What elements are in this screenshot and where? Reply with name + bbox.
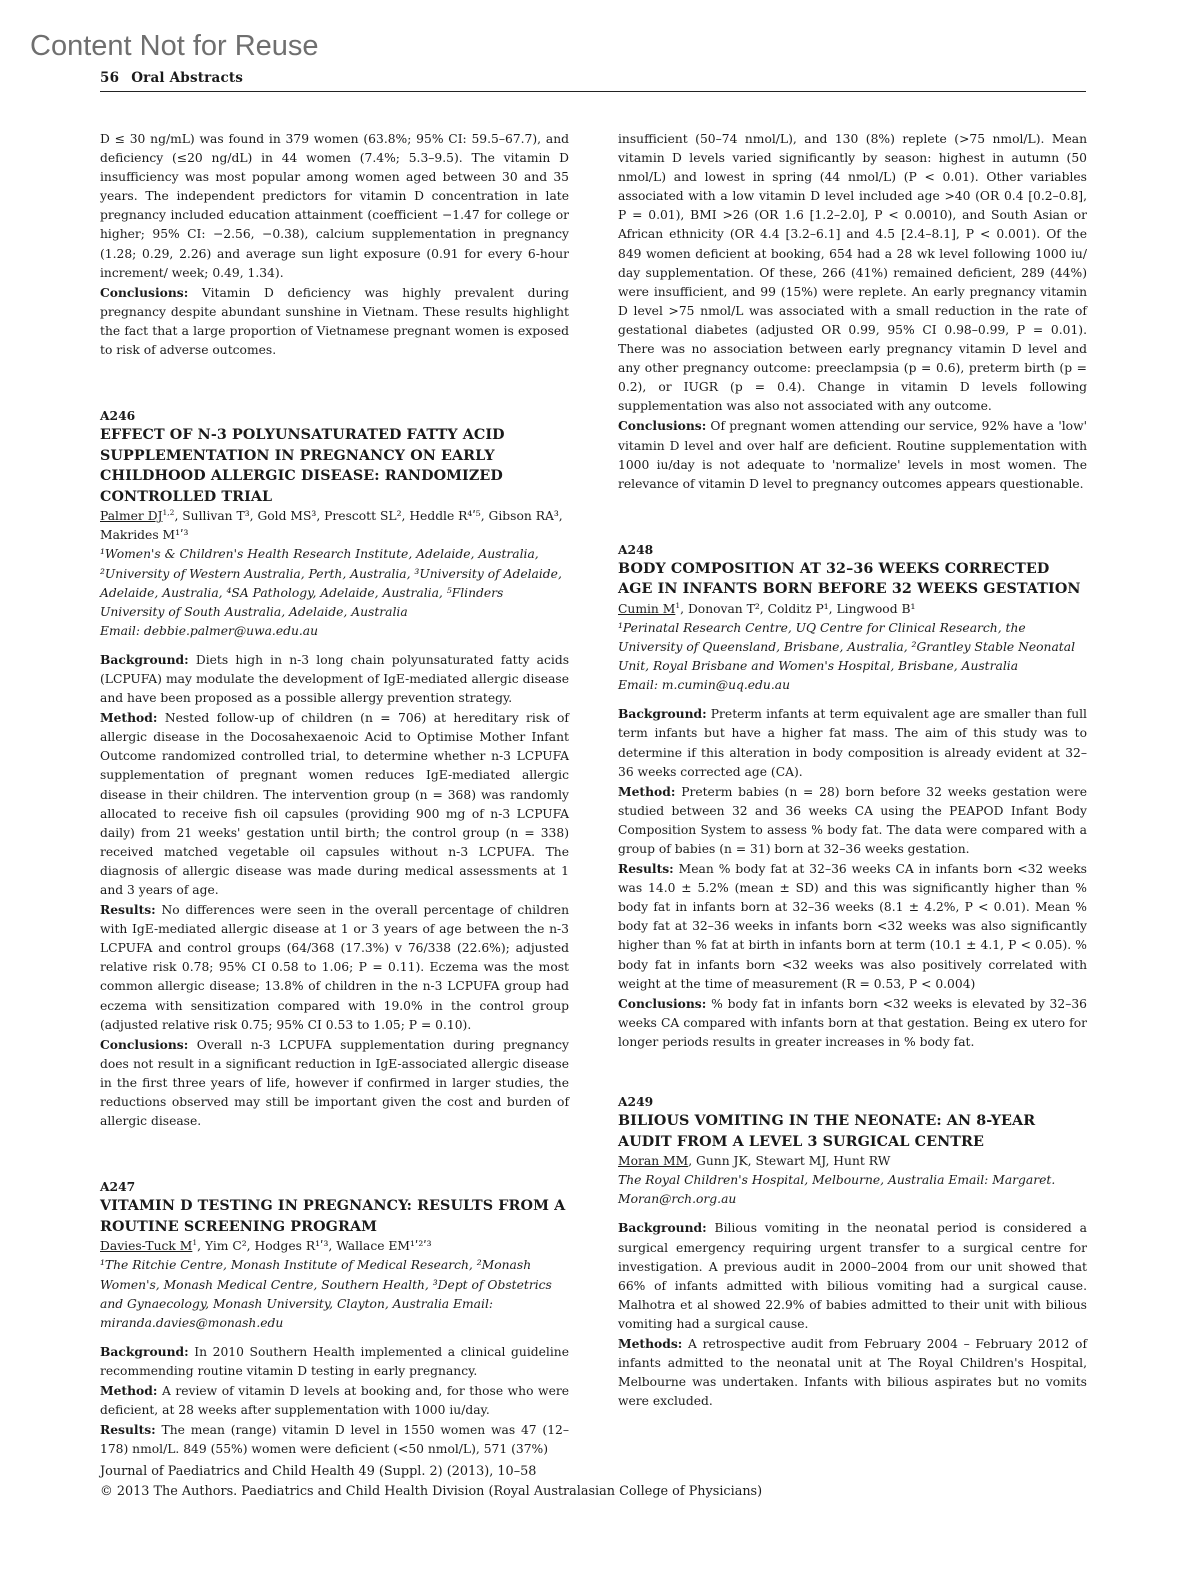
running-header bbox=[100, 70, 1086, 86]
continuation-conclusions bbox=[618, 416, 1087, 493]
background-text: Diets high in n-3 long chain polyunsaturated fatty acids (LCPUFA) may modulate the development of IgE-mediated allergic disease and have been proposed as a possible allergy prevention strategy. bbox=[100, 652, 569, 706]
background-paragraph bbox=[618, 704, 1087, 781]
presenting-author: Palmer DJ bbox=[100, 509, 163, 524]
results-paragraph bbox=[100, 900, 569, 1035]
author-list bbox=[100, 1237, 569, 1256]
method-label: Method: bbox=[618, 783, 676, 799]
results-text: The mean (range) vitamin D level in 1550 women was 47 (12–178) nmol/L. 849 (55%) women were deficient (<50 nmol/L), 571 (37%) bbox=[100, 1423, 569, 1457]
author-list bbox=[618, 600, 1087, 619]
methods-label: Methods: bbox=[618, 1335, 683, 1351]
affiliations: ¹The Ritchie Centre, Monash Institute of Medical Research, ²Monash Women's, Monash Medical Centre, Southern Health, ³Dept of Obstetrics and Gynaecology, Monash University, Clayton, Australia Email: miranda.davies@monash.edu bbox=[100, 1258, 552, 1330]
methods-text: A retrospective audit from February 2004 – February 2012 of infants admitted to the neonatal unit at The Royal Children's Hospital, Melbourne was undertaken. Infants with bilious aspirates but no vomits were excluded. bbox=[618, 1336, 1087, 1409]
continuation-paragraph: insufficient (50–74 nmol/L), and 130 (8%) replete (>75 nmol/L). Mean vitamin D levels varied significantly by season: highest in autumn (50 nmol/L) and lowest in spring (44 nmol/L) (P < 0.01). Other variables associated with a low vitamin D level included age >40 (OR 0.4 [0.2–0.8], P = 0.01), BMI >26 (OR 1.6 [1.2–2.0], P < 0.0010), and South Asian or African ethnicity (OR 4.4 [3.2–6.1] and 4.5 [2.4–8.1], P < 0.001). Of the 849 women deficient at booking, 654 had a 28 wk level following 1000 iu/ day supplementation. Of these, 266 (41%) remained deficient, 289 (44%) were insufficient, and 99 (15%) were replete. An early pregnancy vitamin D level >75 nmol/L was associated with a small reduction in the rate of gestational diabetes (adjusted OR 0.99, 95% CI 0.98–0.99, P = 0.01). There was no association between early pregnancy vitamin D level and any other pregnancy outcome: preeclampsia (p = 0.6), preterm birth (p = 0.2), or IUGR (p = 0.4). Change in vitamin D levels following supplementation was also not associated with any outcome. bbox=[618, 132, 1087, 414]
conclusions-label: Conclusions: bbox=[100, 1036, 189, 1052]
contact-email: Email: debbie.palmer@uwa.edu.au bbox=[100, 623, 319, 638]
conclusions-label: Conclusions: bbox=[618, 418, 707, 434]
method-label: Method: bbox=[100, 710, 158, 726]
other-authors: , Donovan T², Colditz P¹, Lingwood B¹ bbox=[680, 601, 916, 616]
background-paragraph bbox=[618, 1218, 1087, 1334]
journal-citation: Journal of Paediatrics and Child Health 49 (Suppl. 2) (2013), 10–58 bbox=[100, 1464, 537, 1479]
other-authors: , Sullivan T³, Gold MS³, Prescott SL², Heddle R⁴ʹ⁵, Gibson RA³, Makrides M¹ʹ³ bbox=[100, 509, 563, 543]
abstract-a246 bbox=[100, 406, 569, 1131]
abstract-id: A246 bbox=[100, 408, 136, 424]
conclusions-text: Overall n-3 LCPUFA supplementation during pregnancy does not result in a significant reduction in IgE-associated allergic disease in the first three years of life, however if confirmed in larger studies, the reductions observed may still be important given the cost and burden of allergic disease. bbox=[100, 1037, 569, 1129]
copyright-line: © 2013 The Authors. Paediatrics and Child Health Division (Royal Australasian College of Physicians) bbox=[100, 1484, 763, 1499]
other-authors: , Gunn JK, Stewart MJ, Hunt RW bbox=[688, 1154, 891, 1169]
method-paragraph bbox=[100, 1381, 569, 1420]
affiliations: ¹Women's & Children's Health Research Institute, Adelaide, Australia, ²University of Western Australia, Perth, Australia, ³University of Adelaide, Adelaide, Australia, ⁴SA Pathology, Adelaide, Australia, ⁵Flinders University of South Australia, Adelaide, Australia bbox=[100, 547, 562, 619]
abstract-a247 bbox=[100, 1177, 569, 1459]
continuation-paragraph: D ≤ 30 ng/mL) was found in 379 women (63.8%; 95% CI: 59.5–67.7), and deficiency (≤20 ng/dL) in 44 women (7.4%; 5.3–9.5). The vitamin D insufficiency was most popular among women aged between 30 and 35 years. The independent predictors for vitamin D concentration in late pregnancy included education attainment (coefficient −1.47 for college or higher; 95% CI: −2.56, −0.38), calcium supplementation in pregnancy (1.28; 0.29, 2.26) and average sun light exposure (0.91 for every 6-hour increment/ week; 0.49, 1.34). bbox=[100, 132, 569, 280]
conclusions-text: Of pregnant women attending our service, 92% have a 'low' vitamin D level and over half are deficient. Routine supplementation with 1000 iu/day is not adequate to 'normalize' levels in most women. The relevance of vitamin D level to pregnancy outcomes appears questionable. bbox=[618, 419, 1087, 491]
abstract-id: A247 bbox=[100, 1179, 136, 1195]
background-label: Background: bbox=[100, 1343, 189, 1359]
results-paragraph bbox=[618, 859, 1087, 994]
presenting-author: Moran MM bbox=[618, 1154, 689, 1169]
conclusions-label: Conclusions: bbox=[618, 995, 707, 1011]
author-list bbox=[100, 507, 569, 545]
background-label: Background: bbox=[618, 706, 707, 722]
method-text: Nested follow-up of children (n = 706) at hereditary risk of allergic disease in the Docosahexaenoic Acid to Optimise Mother Infant Outcome randomized controlled trial, to determine whether n-3 LCPUFA supplementation of pregnant women reduces IgE-mediated allergic disease in their children. The intervention group (n = 368) was randomly allocated to receive fish oil capsules (providing 900 mg of n-3 LCPUFA daily) from 21 weeks' gestation until birth; the control group (n = 338) received matched vegetable oil capsules without n-3 LCPUFA. The diagnosis of allergic disease was made during medical assessments at 1 and 3 years of age. bbox=[100, 711, 569, 897]
conclusions-paragraph bbox=[100, 1035, 569, 1131]
method-paragraph bbox=[618, 782, 1087, 859]
background-label: Background: bbox=[100, 651, 189, 667]
abstract-title: EFFECT OF N-3 POLYUNSATURATED FATTY ACID SUPPLEMENTATION IN PREGNANCY ON EARLY CHILDHOOD ALLERGIC DISEASE: RANDOMIZED CONTROLLED TRIAL bbox=[100, 427, 505, 505]
methods-paragraph bbox=[618, 1334, 1087, 1411]
background-paragraph bbox=[100, 650, 569, 708]
presenting-author: Davies-Tuck M bbox=[100, 1239, 193, 1254]
continuation-conclusions bbox=[100, 283, 569, 360]
conclusions-label: Conclusions: bbox=[100, 284, 189, 300]
background-text: In 2010 Southern Health implemented a clinical guideline recommending routine vitamin D testing in early pregnancy. bbox=[100, 1344, 569, 1378]
other-authors: , Yim C², Hodges R¹ʹ³, Wallace EM¹ʹ²ʹ³ bbox=[197, 1239, 432, 1254]
header-rule bbox=[100, 91, 1086, 92]
affiliations: ¹Perinatal Research Centre, UQ Centre for Clinical Research, the University of Queensland, Brisbane, Australia, ²Grantley Stable Neonatal Unit, Royal Brisbane and Women's Hospital, Brisbane, Australia bbox=[618, 620, 1076, 674]
watermark: Content Not for Reuse bbox=[30, 30, 319, 62]
right-column bbox=[618, 130, 1087, 1411]
abstract-title: BODY COMPOSITION AT 32–36 WEEKS CORRECTED AGE IN INFANTS BORN BEFORE 32 WEEKS GESTATION bbox=[618, 560, 1081, 598]
page-number: 56 bbox=[100, 70, 120, 86]
presenter-affiliation-marks: 1 bbox=[192, 1238, 198, 1248]
conclusions-paragraph bbox=[618, 994, 1087, 1052]
author-list bbox=[618, 1152, 1087, 1171]
abstract-id: A248 bbox=[618, 541, 654, 557]
presenter-affiliation-marks: 1,2 bbox=[162, 508, 175, 518]
results-paragraph bbox=[100, 1420, 569, 1459]
background-text: Bilious vomiting in the neonatal period is considered a surgical emergency requiring urgent transfer to a surgical centre for investigation. A previous audit in 2000–2004 from our unit showed that 66% of infants admitted with bilious vomiting had a surgical cause. Malhotra et al showed 22.9% of babies admitted to their unit with bilious vomiting had a surgical cause. bbox=[618, 1221, 1087, 1331]
abstract-a249 bbox=[618, 1092, 1087, 1411]
affiliations: The Royal Children's Hospital, Melbourne, Australia Email: Margaret. Moran@rch.org.au bbox=[618, 1173, 1056, 1207]
background-text: Preterm infants at term equivalent age are smaller than full term infants but have a higher fat mass. The aim of this study was to determine if this alteration in body composition is already evident at 32–36 weeks corrected age (CA). bbox=[618, 707, 1087, 779]
section-name: Oral Abstracts bbox=[131, 70, 244, 86]
method-label: Method: bbox=[100, 1382, 158, 1398]
conclusions-text: % body fat in infants born <32 weeks is elevated by 32–36 weeks CA compared with infants born at that gestation. Being ex utero for longer periods results in greater increases in % body fat. bbox=[618, 996, 1087, 1049]
conclusions-text: Vitamin D deficiency was highly prevalent during pregnancy despite abundant sunshine in Vietnam. These results highlight the fact that a large proportion of Vietnamese pregnant women is exposed to risk of adverse outcomes. bbox=[100, 285, 569, 358]
method-text: A review of vitamin D levels at booking and, for those who were deficient, at 28 weeks after supplementation with 1000 iu/day. bbox=[100, 1383, 569, 1418]
presenting-author: Cumin M bbox=[618, 601, 676, 616]
contact-email: Email: m.cumin@uq.edu.au bbox=[618, 678, 791, 693]
background-paragraph bbox=[100, 1342, 569, 1381]
results-label: Results: bbox=[100, 902, 156, 918]
abstract-title: VITAMIN D TESTING IN PREGNANCY: RESULTS FROM A ROUTINE SCREENING PROGRAM bbox=[100, 1198, 566, 1235]
page-footer bbox=[100, 1462, 1000, 1502]
method-paragraph bbox=[100, 708, 569, 900]
results-label: Results: bbox=[100, 1422, 156, 1438]
abstract-title: BILIOUS VOMITING IN THE NEONATE: AN 8-YEAR AUDIT FROM A LEVEL 3 SURGICAL CENTRE bbox=[618, 1113, 1036, 1150]
left-column bbox=[100, 130, 569, 1459]
results-text: No differences were seen in the overall percentage of children with IgE-mediated allergic disease at 1 or 3 years of age between the n-3 LCPUFA and control groups (64/368 (17.3%) v 76/338 (22.6%); adjusted relative risk 0.78; 95% CI 0.58 to 1.06; P = 0.11). Eczema was the most common allergic disease; 13.8% of children in the n-3 LCPUFA group had eczema with sensitization compared with 19.0% in the control group (adjusted relative risk 0.75; 95% CI 0.53 to 1.05; P = 0.10). bbox=[100, 903, 569, 1032]
presenter-affiliation-marks: 1 bbox=[675, 600, 681, 610]
results-text: Mean % body fat at 32–36 weeks CA in infants born <32 weeks was 14.0 ± 5.2% (mean ± SD) and this was significantly higher than % body fat in infants born at 32–36 weeks (8.1 ± 4.2%, P < 0.01). Mean % body fat at 32–36 weeks in infants born <32 weeks was also significantly higher than % fat at birth in infants born at term (10.1 ± 4.1, P < 0.05). % body fat in infants born <32 weeks was also positively correlated with weight at the time of measurement (R = 0.53, P < 0.004) bbox=[618, 862, 1087, 991]
abstract-a248 bbox=[618, 540, 1087, 1052]
background-label: Background: bbox=[618, 1220, 707, 1236]
results-label: Results: bbox=[618, 861, 674, 877]
method-text: Preterm babies (n = 28) born before 32 weeks gestation were studied between 32 and 36 weeks CA using the PEAPOD Infant Body Composition System to assess % body fat. The data were compared with a group of babies (n = 31) born at 32–36 weeks gestation. bbox=[618, 784, 1087, 856]
abstract-id: A249 bbox=[618, 1094, 654, 1110]
